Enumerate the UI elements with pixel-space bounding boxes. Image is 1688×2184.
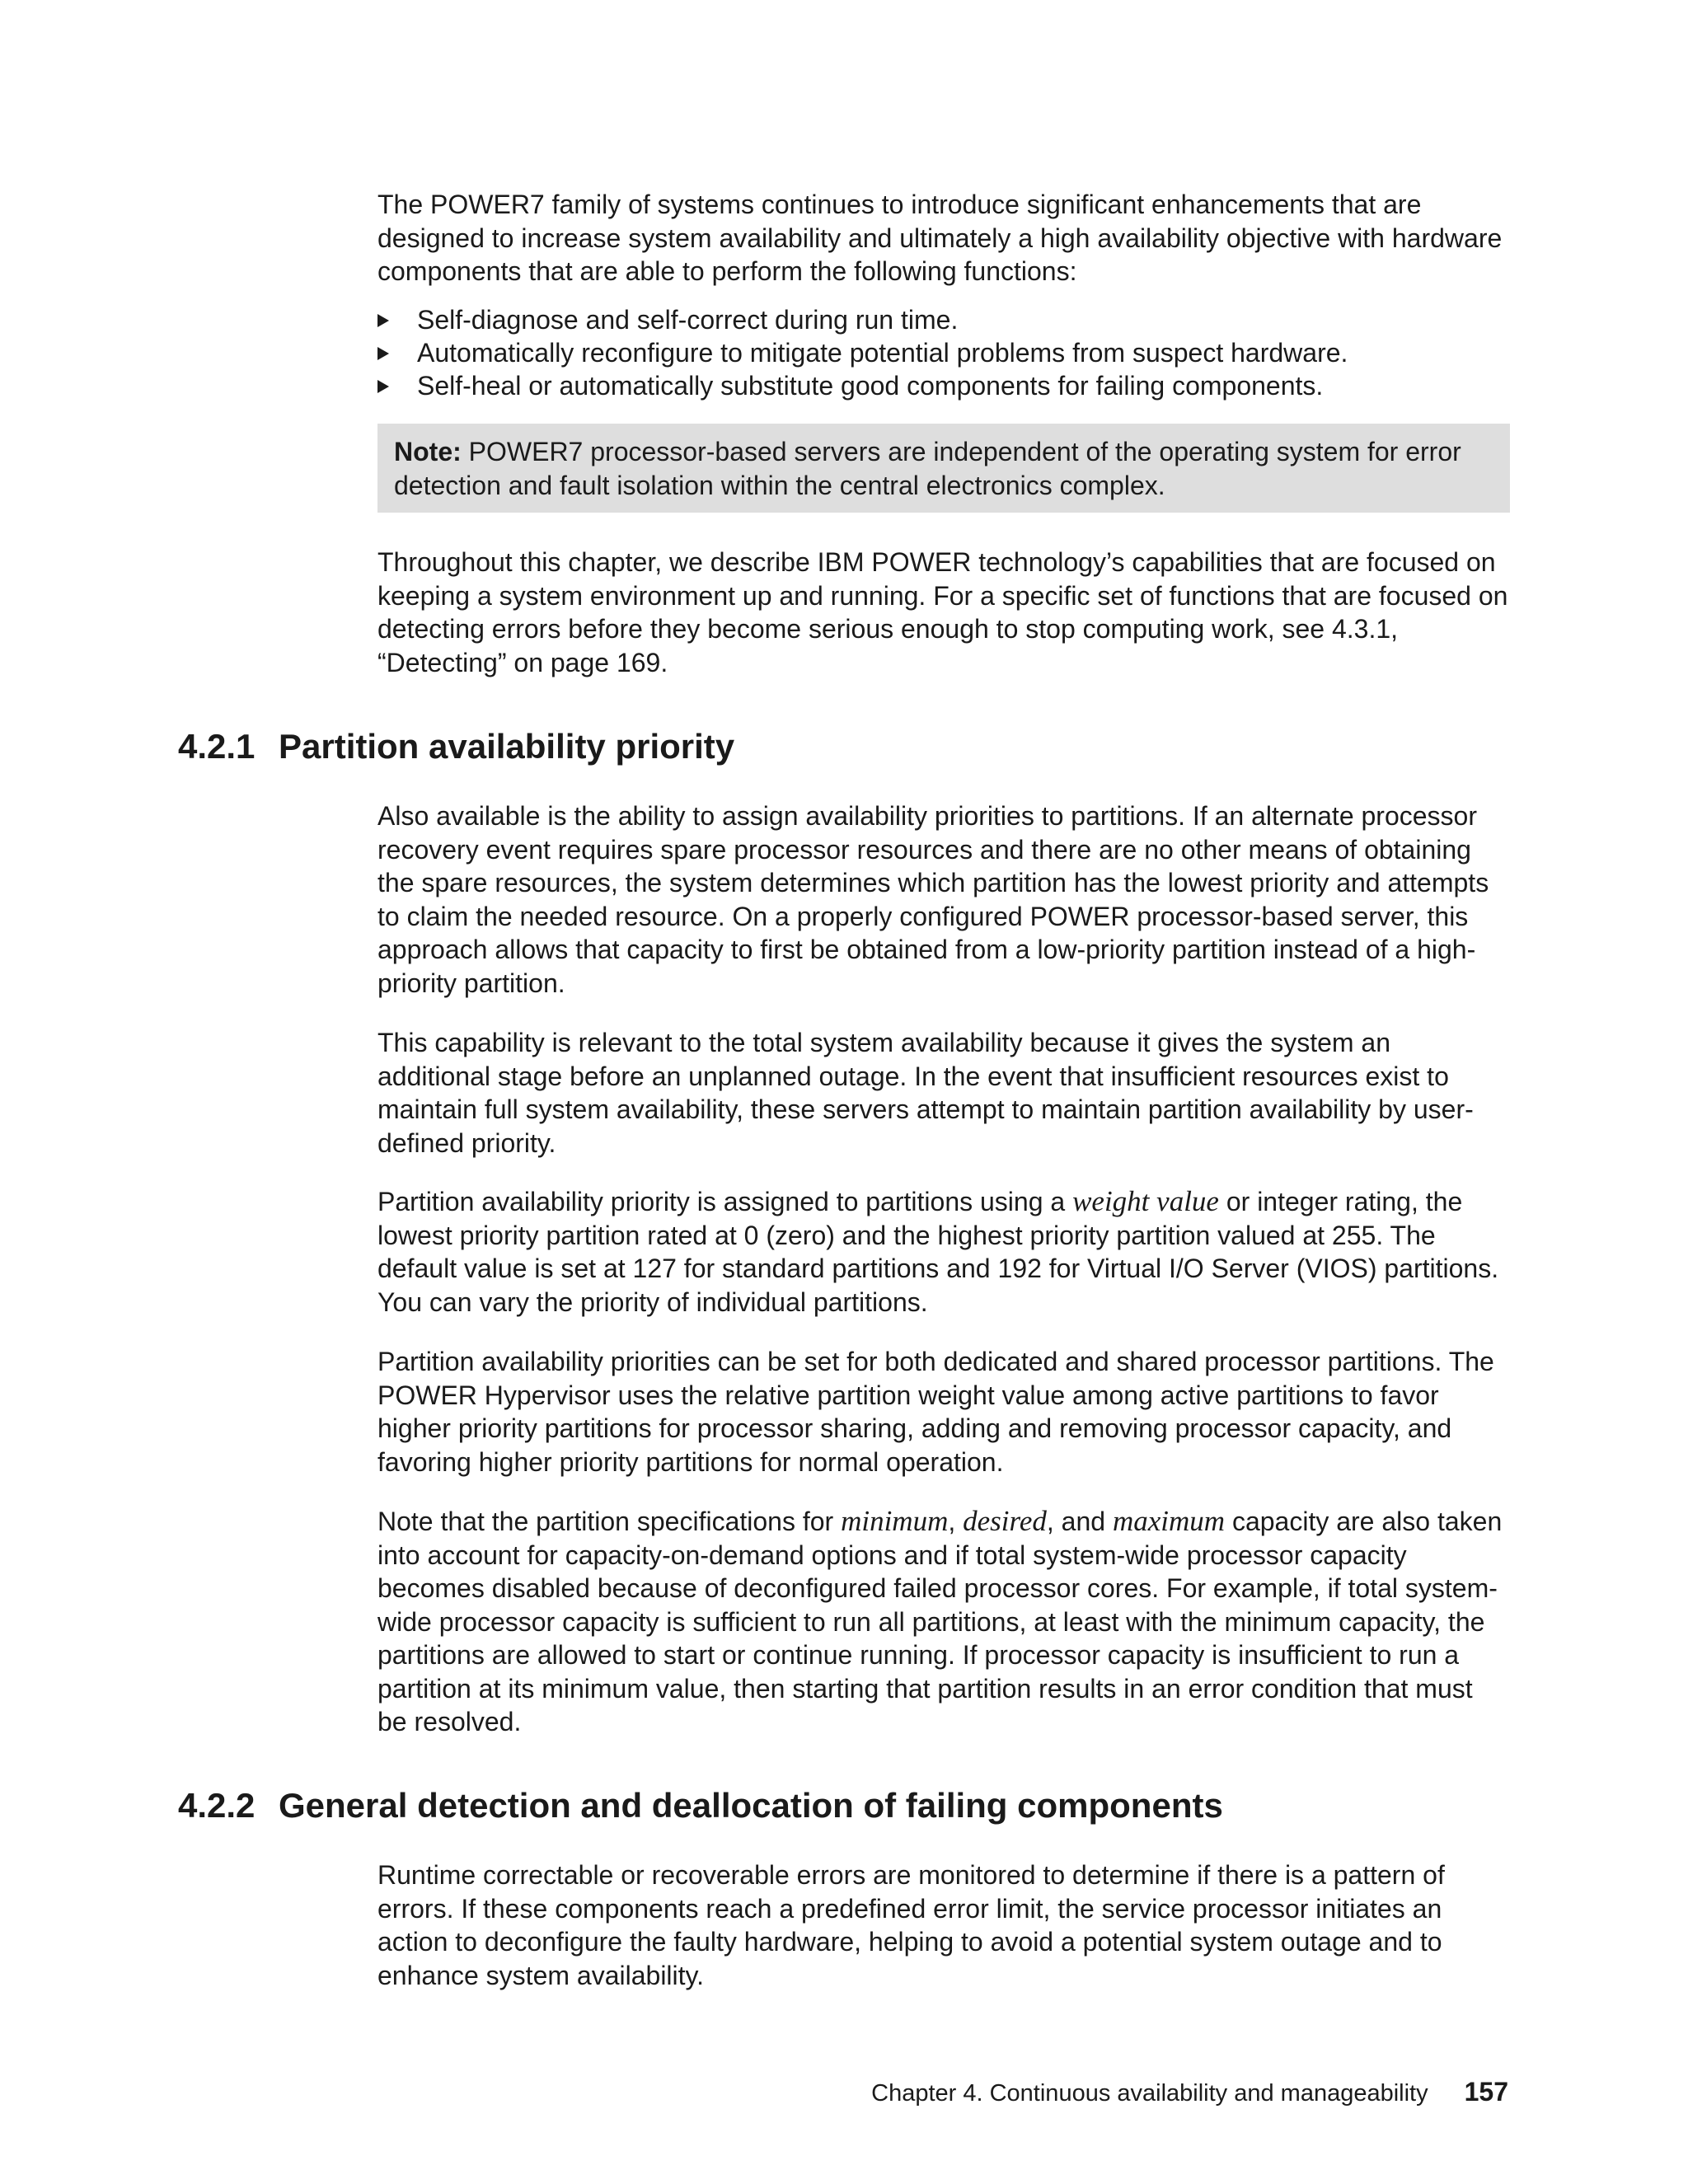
list-item — [377, 369, 1508, 402]
paragraph: This capability is relevant to the total system availability because it gives the system an additional stage before an unplanned outage. In the event that insufficient resources exist to maintain full system availability, these servers attempt to maintain partition availability by user-defined priority. — [377, 1028, 1474, 1158]
section-number: 4.2.1 — [178, 727, 256, 766]
note-box — [377, 424, 1510, 513]
emphasis-term: desired — [963, 1505, 1047, 1537]
triangle-bullet-icon — [377, 347, 389, 360]
paragraph: Also available is the ability to assign availability priorities to partitions. If an alternate processor recovery event requires spare processor resources and there are no other means of obtaining the spare resources, the system determines which partition has the lowest priority and attempts to claim the needed resource. On a properly configured POWER processor-based server, this approach allows that capacity to first be obtained from a low-priority partition instead of a high-priority partition. — [377, 801, 1489, 998]
paragraph: Partition availability priorities can be set for both dedicated and shared processor partitions. The POWER Hypervisor uses the relative partition weight value among active partitions to favor higher priority partitions for processor sharing, adding and removing processor capacity, and favoring higher priority partitions for normal operation. — [377, 1347, 1494, 1477]
note-label: Note: — [394, 437, 462, 466]
section-title: General detection and deallocation of failing components — [279, 1786, 1223, 1825]
text-run: Note that the partition specifications for — [377, 1507, 842, 1536]
emphasis-term: maximum — [1112, 1505, 1226, 1537]
list-item-text: Automatically reconfigure to mitigate potential problems from suspect hardware. — [417, 338, 1348, 368]
list-item-text: Self-heal or automatically substitute good components for failing components. — [417, 371, 1324, 401]
note-text: POWER7 processor-based servers are independent of the operating system for error detection and fault isolation within the central electronics complex. — [394, 437, 1461, 500]
list-item-text: Self-diagnose and self-correct during run time. — [417, 305, 959, 335]
triangle-bullet-icon — [377, 380, 389, 393]
triangle-bullet-icon — [377, 314, 389, 327]
list-item — [377, 336, 1508, 369]
text-run: or integer rating, the lowest priority partition rated at 0 (zero) and the highest priority partition valued at 255. The default value is set at 127 for standard partitions and 192 for Virtual I/O Server (VIOS) partitions. You can vary the priority of individual partitions. — [377, 1187, 1499, 1317]
paragraph — [377, 1505, 1508, 1739]
text-run: Partition availability priority is assigned to partitions using a — [377, 1187, 1073, 1216]
page-footer — [871, 2077, 1508, 2108]
page-number: 157 — [1464, 2077, 1508, 2107]
chapter-overview-paragraph: Throughout this chapter, we describe IBM POWER technology’s capabilities that are focused on keeping a system environment up and running. For a specific set of functions that are focused on detecting errors before they become serious enough to stop computing work, see 4.3.1, “Detecting” on page 169. — [377, 547, 1508, 677]
section-title: Partition availability priority — [279, 727, 735, 766]
intro-paragraph: The POWER7 family of systems continues to introduce significant enhancements that are designed to increase system availability and ultimately a high availability objective with hardware components that are able to perform the following functions: — [377, 190, 1503, 286]
section-heading-4-2-1 — [178, 725, 734, 768]
text-run: capacity are also taken into account for capacity-on-demand options and if total system-wide processor capacity becomes disabled because of deconfigured failed processor cores. For example, if total system-wide processor capacity is sufficient to run all partitions, at least with the minimum capacity, the partitions are allowed to start or continue running. If processor capacity is insufficient to run a partition at its minimum value, then starting that partition results in an error condition that must be resolved. — [377, 1507, 1503, 1736]
text-run: , — [948, 1507, 964, 1536]
text-run: , and — [1046, 1507, 1113, 1536]
section-number: 4.2.2 — [178, 1786, 256, 1825]
paragraph — [377, 1185, 1508, 1319]
section-heading-4-2-2 — [178, 1784, 1223, 1827]
list-item — [377, 303, 1508, 336]
footer-chapter-title: Chapter 4. Continuous availability and manageability — [871, 2080, 1428, 2107]
emphasis-term: weight value — [1072, 1185, 1219, 1217]
function-list — [377, 303, 1508, 402]
paragraph: Runtime correctable or recoverable errors are monitored to determine if there is a pattern of errors. If these components reach a predefined error limit, the service processor initiates an action to deconfigure the faulty hardware, helping to avoid a potential system outage and to enhance system availability. — [377, 1860, 1445, 1990]
emphasis-term: minimum — [841, 1505, 949, 1537]
